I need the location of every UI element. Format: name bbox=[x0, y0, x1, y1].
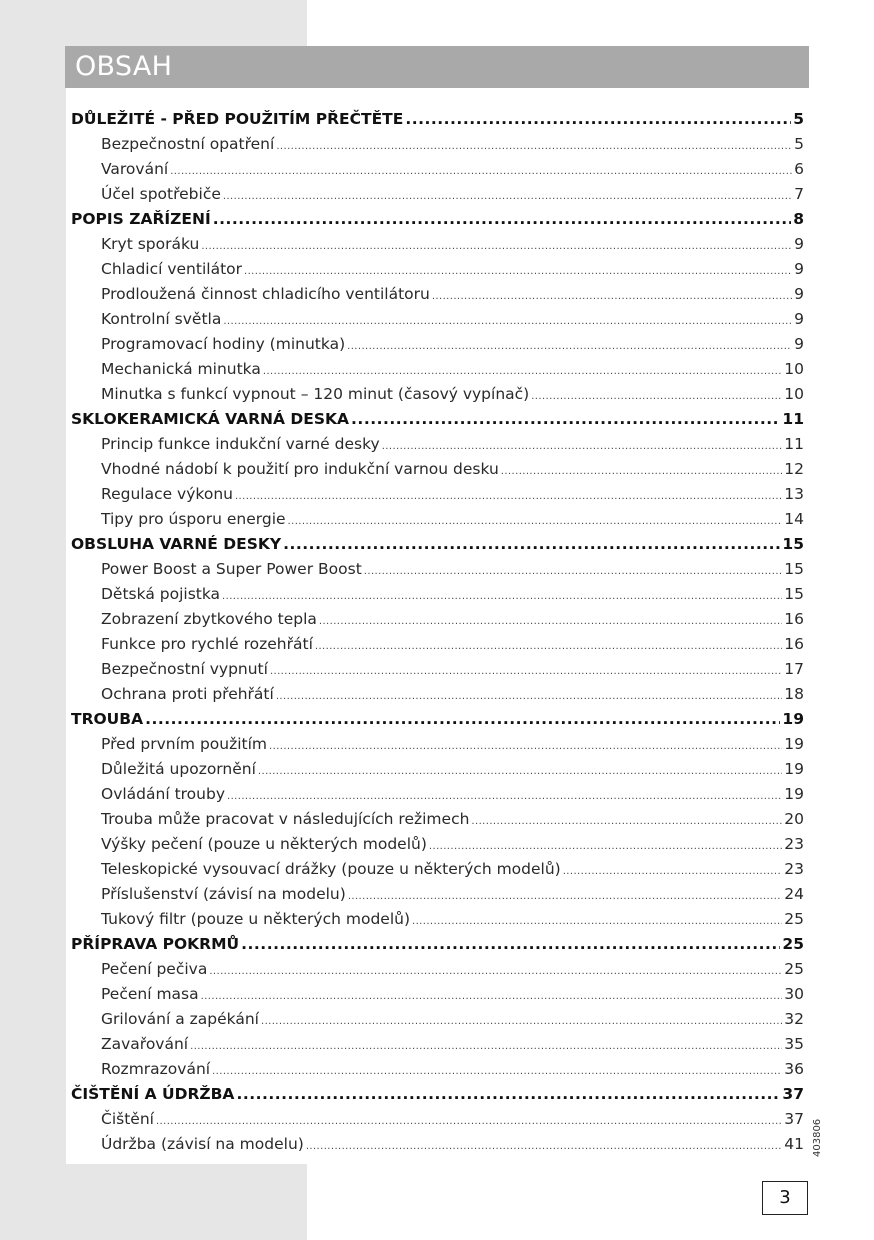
toc-dot-leader bbox=[270, 657, 782, 684]
toc-chapter-row[interactable] bbox=[71, 407, 804, 432]
toc-dot-leader bbox=[201, 982, 783, 1009]
toc-dot-leader bbox=[382, 432, 783, 459]
toc-entry-label: Čištění bbox=[101, 1110, 154, 1128]
toc-section-row[interactable] bbox=[71, 257, 804, 282]
toc-dot-leader bbox=[269, 732, 782, 759]
toc-dot-leader bbox=[244, 257, 792, 284]
toc-dot-leader bbox=[412, 907, 782, 934]
toc-entry-label: Mechanická minutka bbox=[101, 360, 261, 378]
toc-dot-leader bbox=[283, 532, 780, 557]
toc-section-row[interactable] bbox=[71, 182, 804, 207]
toc-page-number: 23 bbox=[784, 835, 804, 853]
document-code: 403806 bbox=[812, 1118, 823, 1157]
toc-entry-label: Ochrana proti přehřátí bbox=[101, 685, 274, 703]
toc-dot-leader bbox=[201, 232, 792, 259]
toc-section-row[interactable] bbox=[71, 357, 804, 382]
toc-entry-label: Princip funkce indukční varné desky bbox=[101, 435, 380, 453]
toc-page-number: 9 bbox=[794, 310, 804, 328]
toc-page-number: 8 bbox=[793, 210, 804, 228]
toc-page-number: 19 bbox=[784, 735, 804, 753]
toc-dot-leader bbox=[209, 957, 782, 984]
toc-page-number: 10 bbox=[784, 385, 804, 403]
toc-dot-leader bbox=[235, 482, 782, 509]
toc-entry-label: Ovládání trouby bbox=[101, 785, 225, 803]
toc-entry-label: Účel spotřebiče bbox=[101, 185, 221, 203]
toc-entry-label: Varování bbox=[101, 160, 169, 178]
toc-entry-label: Bezpečnostní opatření bbox=[101, 135, 275, 153]
toc-entry-label: Dětská pojistka bbox=[101, 585, 221, 603]
toc-entry-label: Pečení pečiva bbox=[101, 960, 208, 978]
toc-entry-label: Kryt sporáku bbox=[101, 235, 200, 253]
toc-dot-leader bbox=[405, 107, 791, 132]
toc-page-number: 12 bbox=[784, 460, 804, 478]
toc-dot-leader bbox=[432, 282, 792, 309]
toc-entry-label: Pečení masa bbox=[101, 985, 199, 1003]
toc-dot-leader bbox=[306, 1132, 782, 1159]
toc-page-number: 11 bbox=[784, 435, 804, 453]
toc-section-row[interactable] bbox=[71, 507, 804, 532]
toc-section-row[interactable] bbox=[71, 482, 804, 507]
toc-section-row[interactable] bbox=[71, 157, 804, 182]
toc-dot-leader bbox=[288, 507, 783, 534]
toc-entry-label: Výšky pečení (pouze u některých modelů) bbox=[101, 835, 427, 853]
toc-entry-label: TROUBA bbox=[71, 710, 144, 728]
toc-page-number: 10 bbox=[784, 360, 804, 378]
toc-entry-label: Zavařování bbox=[101, 1035, 189, 1053]
toc-dot-leader bbox=[471, 807, 782, 834]
toc-entry-label: Bezpečnostní vypnutí bbox=[101, 660, 268, 678]
toc-entry-label: Zobrazení zbytkového tepla bbox=[101, 610, 317, 628]
toc-dot-leader bbox=[227, 782, 782, 809]
toc-page-number: 24 bbox=[784, 885, 804, 903]
toc-dot-leader bbox=[261, 1007, 782, 1034]
toc-section-row[interactable] bbox=[71, 882, 804, 907]
toc-page-number: 25 bbox=[784, 960, 804, 978]
toc-page-number: 19 bbox=[784, 785, 804, 803]
toc-entry-label: PŘÍPRAVA POKRMŮ bbox=[71, 935, 240, 953]
toc-section-row[interactable] bbox=[71, 432, 804, 457]
toc-chapter-row[interactable] bbox=[71, 1082, 804, 1107]
toc-page-number: 9 bbox=[794, 235, 804, 253]
toc-section-row[interactable] bbox=[71, 582, 804, 607]
toc-section-row[interactable] bbox=[71, 757, 804, 782]
toc-section-row[interactable] bbox=[71, 132, 804, 157]
toc-page-number: 37 bbox=[782, 1085, 804, 1103]
toc-chapter-row[interactable] bbox=[71, 932, 804, 957]
toc-page-number: 41 bbox=[784, 1135, 804, 1153]
toc-dot-leader bbox=[156, 1107, 782, 1134]
toc-section-row[interactable] bbox=[71, 957, 804, 982]
page-title: OBSAH bbox=[65, 46, 809, 88]
toc-dot-leader bbox=[241, 932, 780, 957]
toc-page-number: 15 bbox=[782, 535, 804, 553]
toc-dot-leader bbox=[263, 357, 782, 384]
toc-section-row[interactable] bbox=[71, 657, 804, 682]
toc-dot-leader bbox=[190, 1032, 782, 1059]
toc-dot-leader bbox=[319, 607, 782, 634]
toc-page-number: 15 bbox=[784, 560, 804, 578]
toc-section-row[interactable] bbox=[71, 1057, 804, 1082]
toc-entry-label: Chladicí ventilátor bbox=[101, 260, 243, 278]
toc-section-row[interactable] bbox=[71, 1107, 804, 1132]
toc-dot-leader bbox=[236, 1082, 780, 1107]
toc-page-number: 32 bbox=[784, 1010, 804, 1028]
table-of-contents bbox=[71, 107, 804, 1157]
toc-page-number: 15 bbox=[784, 585, 804, 603]
toc-page-number: 35 bbox=[784, 1035, 804, 1053]
toc-page-number: 30 bbox=[784, 985, 804, 1003]
toc-dot-leader bbox=[348, 882, 782, 909]
toc-section-row[interactable] bbox=[71, 382, 804, 407]
toc-entry-label: Teleskopické vysouvací drážky (pouze u některých modelů) bbox=[101, 860, 561, 878]
toc-section-row[interactable] bbox=[71, 1132, 804, 1157]
toc-entry-label: Tukový filtr (pouze u některých modelů) bbox=[101, 910, 411, 928]
toc-entry-label: Prodloužená činnost chladicího ventilátoru bbox=[101, 285, 430, 303]
toc-page-number: 20 bbox=[784, 810, 804, 828]
toc-page-number: 19 bbox=[782, 710, 804, 728]
toc-entry-label: OBSLUHA VARNÉ DESKY bbox=[71, 535, 282, 553]
toc-page-number: 17 bbox=[784, 660, 804, 678]
toc-section-row[interactable] bbox=[71, 907, 804, 932]
toc-dot-leader bbox=[276, 132, 792, 159]
toc-entry-label: Funkce pro rychlé rozehřátí bbox=[101, 635, 313, 653]
toc-page-number: 23 bbox=[784, 860, 804, 878]
toc-dot-leader bbox=[351, 407, 780, 432]
toc-entry-label: Trouba může pracovat v následujících režimech bbox=[101, 810, 470, 828]
toc-section-row[interactable] bbox=[71, 332, 804, 357]
toc-dot-leader bbox=[347, 332, 792, 359]
toc-entry-label: Příslušenství (závisí na modelu) bbox=[101, 885, 346, 903]
toc-entry-label: Údržba (závisí na modelu) bbox=[101, 1135, 304, 1153]
toc-page-number: 11 bbox=[782, 410, 804, 428]
toc-page-number: 16 bbox=[784, 610, 804, 628]
toc-chapter-row[interactable] bbox=[71, 707, 804, 732]
toc-dot-leader bbox=[429, 832, 782, 859]
toc-section-row[interactable] bbox=[71, 282, 804, 307]
toc-page-number: 18 bbox=[784, 685, 804, 703]
toc-dot-leader bbox=[364, 557, 782, 584]
toc-entry-label: Vhodné nádobí k použití pro indukční varnou desku bbox=[101, 460, 499, 478]
toc-entry-label: Před prvním použitím bbox=[101, 735, 268, 753]
toc-section-row[interactable] bbox=[71, 832, 804, 857]
toc-entry-label: Grilování a zapékání bbox=[101, 1010, 259, 1028]
toc-page-number: 13 bbox=[784, 485, 804, 503]
toc-entry-label: Power Boost a Super Power Boost bbox=[101, 560, 362, 578]
toc-entry-label: Tipy pro úsporu energie bbox=[101, 510, 286, 528]
toc-entry-label: Programovací hodiny (minutka) bbox=[101, 335, 346, 353]
toc-page-number: 36 bbox=[784, 1060, 804, 1078]
toc-page-number: 6 bbox=[794, 160, 804, 178]
toc-page-number: 14 bbox=[784, 510, 804, 528]
toc-section-row[interactable] bbox=[71, 557, 804, 582]
toc-dot-leader bbox=[212, 1057, 782, 1084]
toc-dot-leader bbox=[145, 707, 780, 732]
toc-section-row[interactable] bbox=[71, 732, 804, 757]
toc-section-row[interactable] bbox=[71, 682, 804, 707]
page-number: 3 bbox=[762, 1181, 808, 1215]
toc-dot-leader bbox=[170, 157, 792, 184]
toc-section-row[interactable] bbox=[71, 307, 804, 332]
toc-dot-leader bbox=[276, 682, 782, 709]
toc-entry-label: Kontrolní světla bbox=[101, 310, 222, 328]
toc-dot-leader bbox=[223, 182, 792, 209]
toc-page-number: 37 bbox=[784, 1110, 804, 1128]
toc-section-row[interactable] bbox=[71, 857, 804, 882]
toc-entry-label: Rozmrazování bbox=[101, 1060, 211, 1078]
toc-chapter-row[interactable] bbox=[71, 207, 804, 232]
toc-page-number: 25 bbox=[782, 935, 804, 953]
toc-chapter-row[interactable] bbox=[71, 532, 804, 557]
toc-page-number: 25 bbox=[784, 910, 804, 928]
toc-page-number: 5 bbox=[793, 110, 804, 128]
toc-section-row[interactable] bbox=[71, 607, 804, 632]
toc-page-number: 7 bbox=[794, 185, 804, 203]
toc-section-row[interactable] bbox=[71, 1032, 804, 1057]
toc-entry-label: ČIŠTĚNÍ A ÚDRŽBA bbox=[71, 1085, 235, 1103]
toc-entry-label: Regulace výkonu bbox=[101, 485, 233, 503]
toc-dot-leader bbox=[563, 857, 783, 884]
toc-dot-leader bbox=[531, 382, 782, 409]
toc-entry-label: SKLOKERAMICKÁ VARNÁ DESKA bbox=[71, 410, 350, 428]
toc-section-row[interactable] bbox=[71, 457, 804, 482]
toc-section-row[interactable] bbox=[71, 982, 804, 1007]
toc-section-row[interactable] bbox=[71, 807, 804, 832]
toc-dot-leader bbox=[501, 457, 782, 484]
toc-entry-label: DŮLEŽITÉ - PŘED POUŽITÍM PŘEČTĚTE bbox=[71, 110, 404, 128]
toc-dot-leader bbox=[258, 757, 782, 784]
toc-page-number: 9 bbox=[794, 260, 804, 278]
toc-dot-leader bbox=[315, 632, 782, 659]
toc-entry-label: Minutka s funkcí vypnout – 120 minut (časový vypínač) bbox=[101, 385, 530, 403]
toc-section-row[interactable] bbox=[71, 1007, 804, 1032]
toc-dot-leader bbox=[213, 207, 791, 232]
toc-entry-label: POPIS ZAŘÍZENÍ bbox=[71, 210, 211, 228]
toc-page-number: 9 bbox=[794, 335, 804, 353]
toc-dot-leader bbox=[222, 582, 782, 609]
toc-entry-label: Důležitá upozornění bbox=[101, 760, 256, 778]
toc-section-row[interactable] bbox=[71, 232, 804, 257]
toc-dot-leader bbox=[223, 307, 792, 334]
toc-page-number: 16 bbox=[784, 635, 804, 653]
toc-chapter-row[interactable] bbox=[71, 107, 804, 132]
toc-page-number: 9 bbox=[794, 285, 804, 303]
toc-section-row[interactable] bbox=[71, 782, 804, 807]
toc-page-number: 19 bbox=[784, 760, 804, 778]
toc-page-number: 5 bbox=[794, 135, 804, 153]
toc-section-row[interactable] bbox=[71, 632, 804, 657]
